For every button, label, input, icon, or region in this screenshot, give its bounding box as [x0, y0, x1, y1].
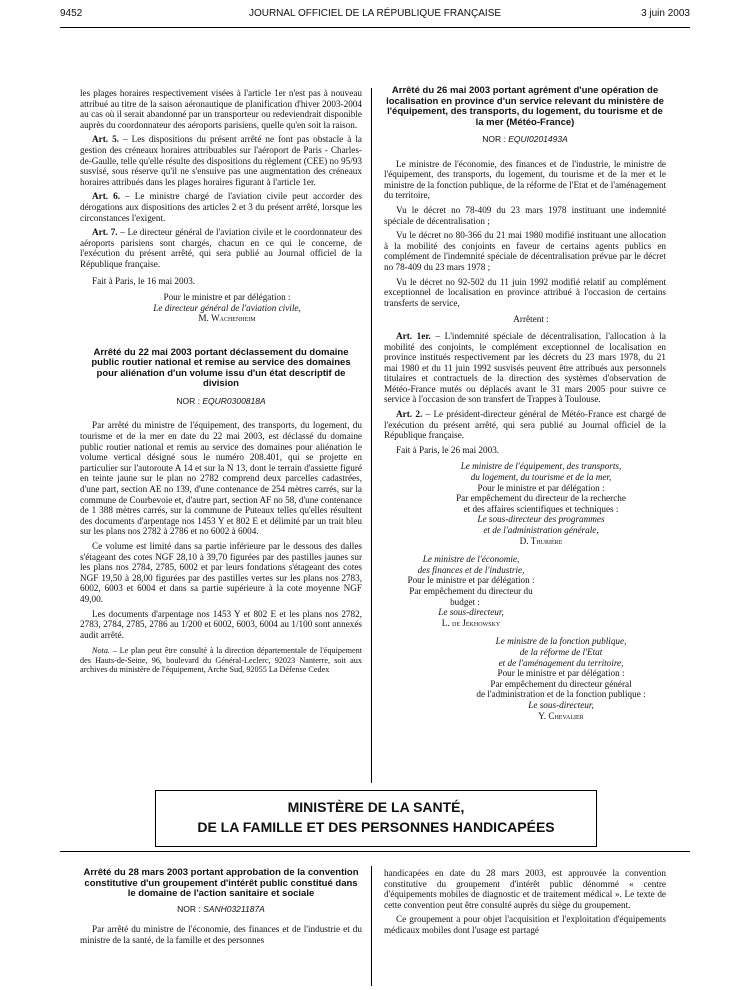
paragraph: Ce volume est limité dans sa partie inférieure par le dessous des dalles s'étageant des cotes NGF 28,10 à 39,70 figurées par des pastilles jaunes sur les plans nos 2784, 2785, 6002 et par leurs fondations s'étageant des cotes NGF 19,50 à 28,00 figurées par des pastilles vertes sur les plans nos 2783, 6002, 6003 et 6004 et dans sa partie supérieure à la cote moyenne NGF 49,00.: [80, 541, 362, 604]
paragraph: Les documents d'arpentage nos 1453 Y et 802 E et les plans nos 2782, 2783, 2784, 2785, 2786 au 1/200 et 6002, 6003, 6004 au 1/100 sont annexés audit arrêté.: [80, 608, 362, 640]
signature-block: Le ministre de l'économie, des finances et de l'industrie, Pour le ministre et par délégation : Par empêchement du directeur du budget : Le sous-directeur, L. de Jekhowsky: [407, 554, 535, 628]
header-rule: [60, 27, 690, 28]
paragraph: Vu le décret no 92-502 du 11 juin 1992 modifié relatif au complément exceptionnel de localisation en province attribué à l'occasion de certains transferts de service,: [384, 276, 666, 308]
paragraph: Vu le décret no 78-409 du 23 mars 1978 instituant une indemnité spéciale de décentralisation ;: [384, 204, 666, 226]
paragraph: handicapées en date du 28 mars 2003, est approuvée la convention constitutive du groupement d'intérêt public dénommé « centre d'équipements mobiles de diagnostic et de traitement médical ». Le texte de cette convention peut être consulté auprès du siège du groupement.: [384, 868, 666, 910]
article-5: Art. 5. – Les dispositions du présent arrêté ne font pas obstacle à la gestion des créneaux horaires attribuables sur l'aéroport de Paris - Charles-de-Gaulle, telle qu'elle résulte des dispositions du règlement (CEE) no 95/93 susvisé, sous réserve qu'il ne s'ensuive pas une augmentation des créneaux horaires attribués dans les plages horaires figurant à l'article 1er.: [80, 134, 362, 187]
nor-reference: NOR : SANH0321187A: [177, 903, 265, 914]
paragraph: Ce groupement a pour objet l'acquisition et l'exploitation d'équipements médicaux mobiles dont l'usage est partagé: [384, 914, 666, 935]
page-header: [60, 8, 690, 24]
right-column: [384, 85, 666, 729]
paragraph: Vu le décret no 80-366 du 21 mai 1980 modifié instituant une allocation à la mobilité des conjoints en faveur de certains agents publics en complément de l'indemnité spéciale de décentralisation prévue par le décret no 78-409 du 23 mars 1978 ;: [384, 230, 666, 272]
signature-block: Pour le ministre et par délégation : Le directeur général de l'aviation civile, M. Wachenheim: [153, 292, 301, 324]
nor-reference: NOR : EQUR0300818A: [176, 395, 266, 406]
article-7: Art. 7. – Le directeur général de l'aviation civile et le coordonnateur des aéroports parisiens sont chargés, chacun en ce qui le concerne, de l'exécution du présent arrêté, qui sera publié au Journal officiel de la République française.: [80, 227, 362, 269]
bottom-left-column: [80, 868, 362, 949]
paragraph: Par arrêté du ministre de l'économie, des finances et de l'industrie et du ministre de la santé, de la famille et des personnes: [80, 924, 362, 945]
signature-block: Le ministre de l'équipement, des transports, du logement, du tourisme et de la mer, Pour le ministre et par délégation : Par empêchement du directeur de la recherche et des affaires scientifiques et techniques : Le sous-directeur des programmes et de l'administration générale, D. Thurière: [456, 461, 626, 546]
arretent: Arrêtent :: [513, 314, 549, 325]
article-1: Art. 1er. – L'indemnité spéciale de décentralisation, l'allocation à la mobilité des conjoints, le complément exceptionnel de localisation en province institués respectivement par les décrets du 23 mars 1978, du 21 mai 1980 et du 11 juin 1992 susvisés peuvent être attribués aux personnels titulaires et contractuels de la direction des systèmes d'observation de Météo-France mutés ou déplacés avant le 31 mars 2005 pour suivre ce service à l'occasion de son transfert de Trappes à Toulouse.: [384, 330, 666, 405]
column-separator: [371, 866, 372, 986]
article-title: Arrêté du 28 mars 2003 portant approbation de la convention constitutive d'un groupement d'intérêt public constitué dans le domaine de l'action sanitaire et sociale: [83, 867, 359, 899]
page-number: 9452: [60, 8, 83, 19]
ministry-line-1: MINISTÈRE DE LA SANTÉ,: [287, 799, 465, 815]
article-title: Arrêté du 22 mai 2003 portant déclassement du domaine public routier national et remise au service des domaines pour aliénation d'un volume issu d'un état descriptif de division: [91, 346, 351, 390]
ministry-heading-box: [155, 790, 597, 847]
signature-block: Le ministre de la fonction publique, de la réforme de l'Etat et de l'aménagement du territoire, Pour le ministre et par délégation : Par empêchement du directeur général de l'administration et de la fonction publique : Le sous-directeur, Y. Chevalier: [476, 636, 646, 721]
left-column: [80, 88, 362, 675]
article-title: Arrêté du 26 mai 2003 portant agrément d'une opération de localisation en province d'un service relevant du ministère de l'équipement, des transports, du logement, du tourisme et de la mer (Météo-France): [386, 85, 664, 128]
section-rule: [60, 851, 690, 852]
ministry-line-2: DE LA FAMILLE ET DES PERSONNES HANDICAPÉES: [197, 819, 555, 835]
bottom-right-column: [384, 868, 666, 940]
paragraph: les plages horaires respectivement visées à l'article 1er n'est pas à nouveau attribué au titre de la saison aéronautique de planification d'hiver 2003-2004 au cas où il serait abandonné par un transporteur ou redeviendrait disponible auprès du coordonnateur des aéroports parisiens, quelle qu'en soit la raison.: [80, 88, 362, 130]
paragraph: Par arrêté du ministre de l'équipement, des transports, du logement, du tourisme et de la mer en date du 22 mai 2003, est déclassé du domaine public routier national et remis au service des domaines pour aliénation le volume vertical désigné sous le numéro 208.401, qui se projette en particulier sur l'autoroute A 14 et sur la N 13, dont le terrain d'assiette figuré en teinte jaune sur le plan no 2782 comprend deux parcelles cadastrées, d'une part, section AE no 139, d'une contenance de 254 mètres carrés, sur la commune de Courbevoie et, d'autre part, section AF no 58, d'une contenance de 1 388 mètres carrés, sur la commune de Puteaux telles qu'elles résultent des documents d'arpentage nos 1453 Y et 802 E et délimité par un trait bleu sur les plans nos 2782 à 2786 et no 6002 à 6004.: [80, 420, 362, 537]
journal-title: JOURNAL OFFICIEL DE LA RÉPUBLIQUE FRANÇAISE: [248, 8, 502, 19]
fait-a-paris: Fait à Paris, le 26 mai 2003.: [396, 444, 500, 455]
paragraph: Le ministre de l'économie, des finances et de l'industrie, le ministre de l'équipement, des transports, du logement, du tourisme et de la mer et le ministre de la fonction publique, de la réforme de l'Etat et de l'aménagement du territoire,: [384, 158, 666, 201]
nor-reference: NOR : EQUI0201493A: [482, 134, 568, 144]
column-separator: [371, 88, 372, 783]
article-2: Art. 2. – Le président-directeur général de Météo-France est chargé de l'exécution du présent arrêté, qui sera publié au Journal officiel de la République française.: [384, 409, 666, 441]
fait-a-paris: Fait à Paris, le 16 mai 2003.: [92, 275, 196, 286]
issue-date: 3 juin 2003: [641, 8, 690, 19]
nota: Nota. – Le plan peut être consulté à la direction départementale de l'équipement des Hauts-de-Seine, 96, boulevard du Général-Leclerc, 92023 Nanterre, soit aux archives du ministère de l'équipement, Arche Sud, 92055 La Défense Cedex: [80, 646, 362, 675]
article-6: Art. 6. – Le ministre chargé de l'aviation civile peut accorder des dérogations aux dispositions des articles 2 et 3 du présent arrêté, lorsque les circonstances l'exigent.: [80, 191, 362, 223]
